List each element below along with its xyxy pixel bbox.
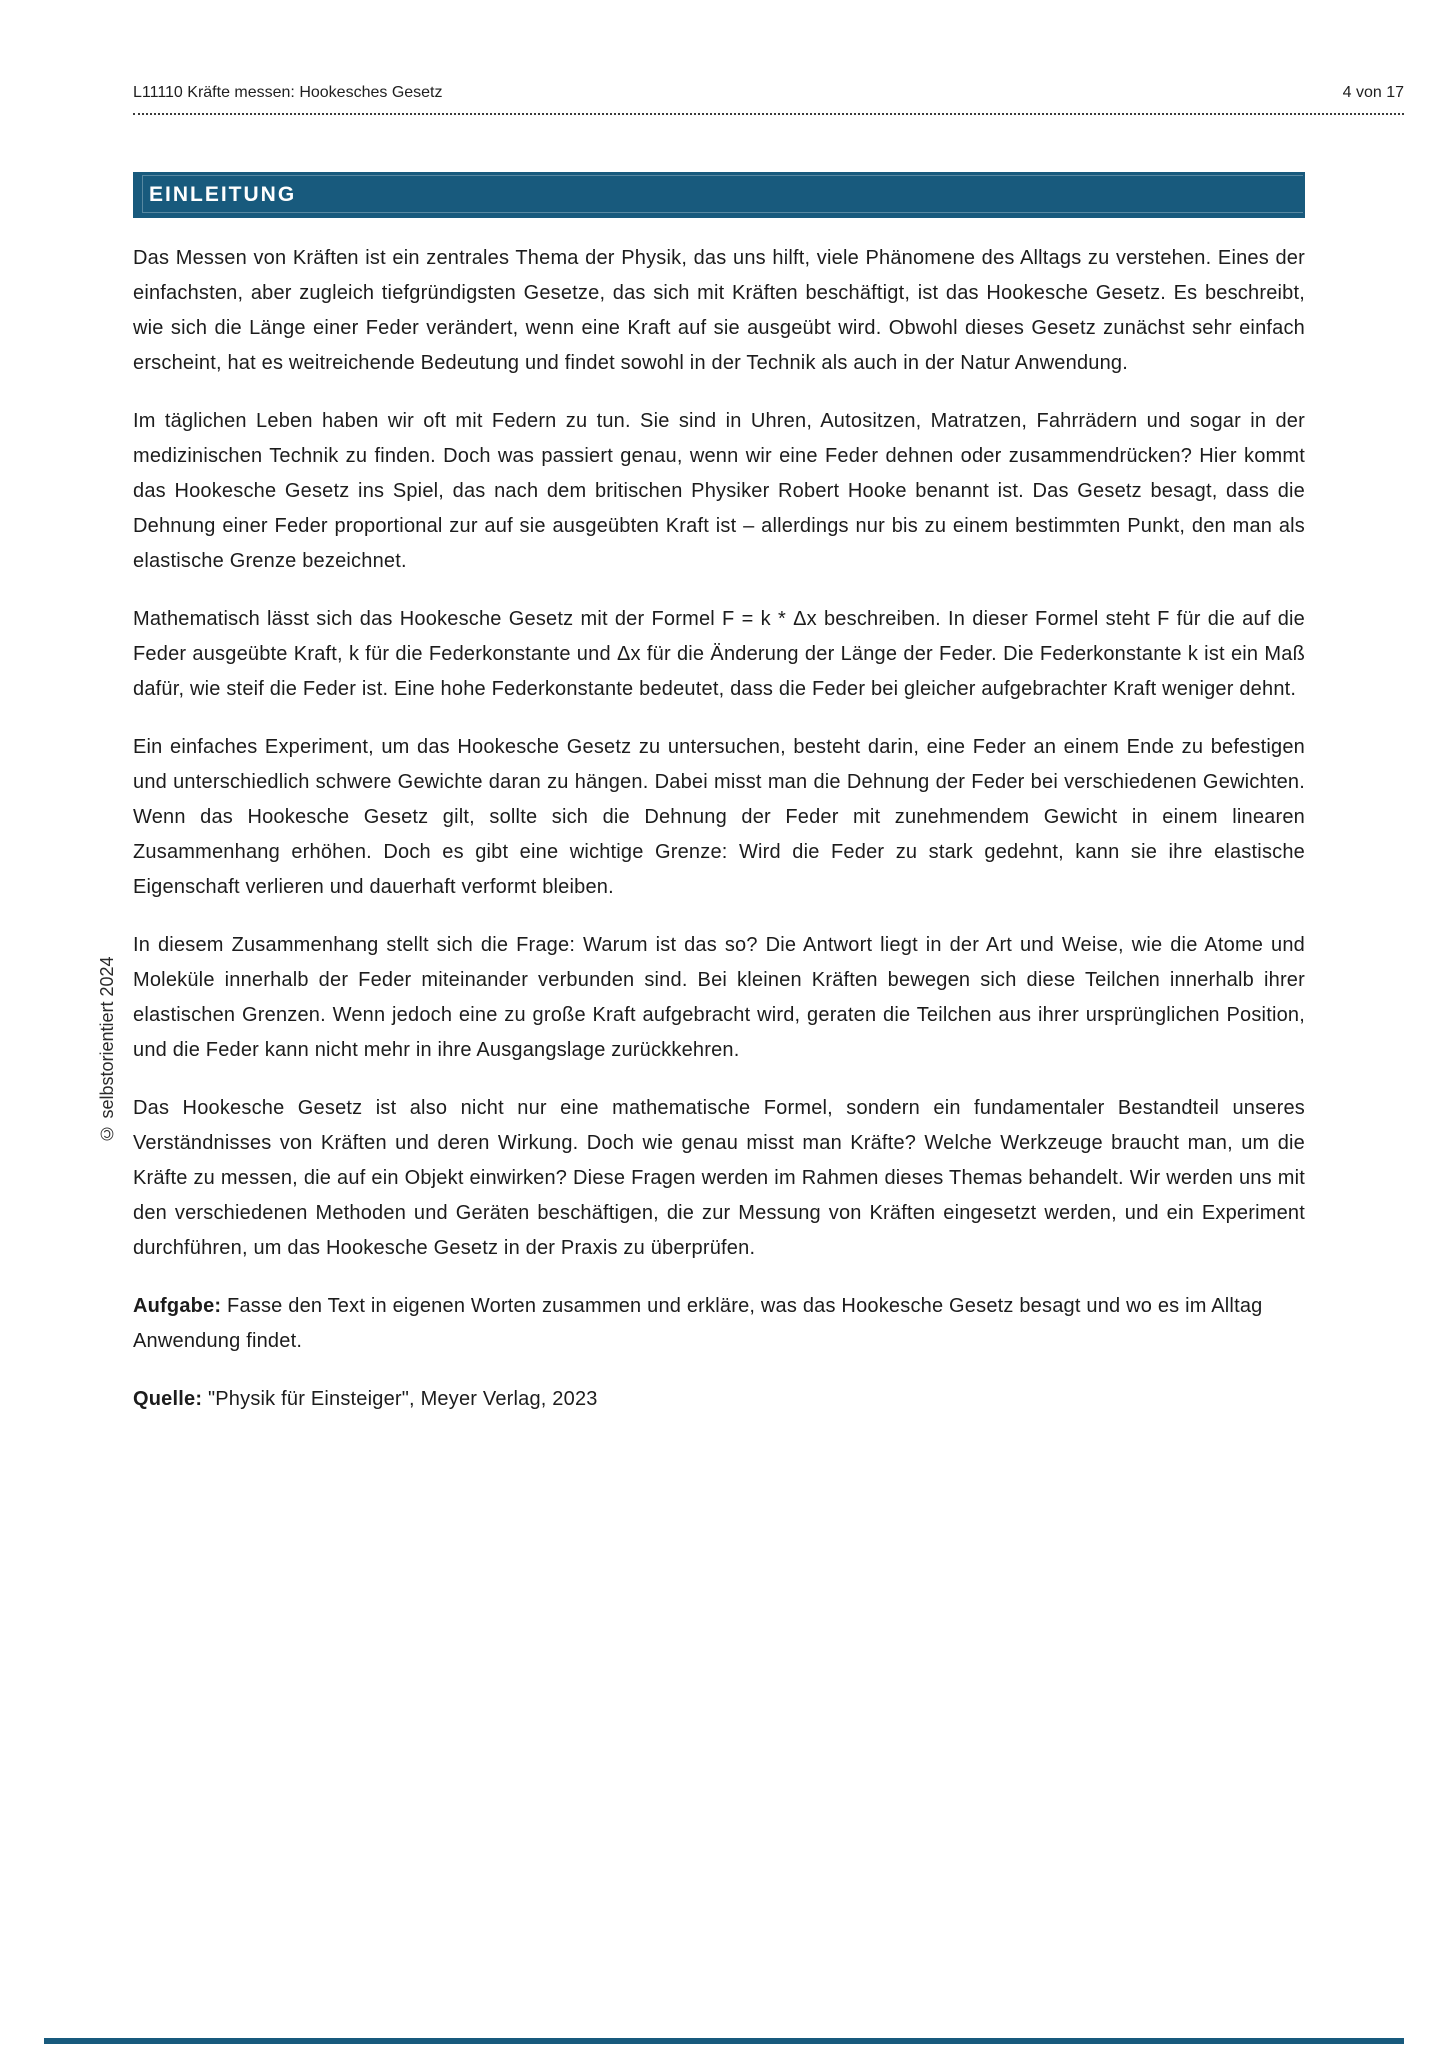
source-paragraph bbox=[133, 1382, 1305, 1417]
paragraph-experiment: Ein einfaches Experiment, um das Hookesche Gesetz zu untersuchen, besteht darin, eine Feder an einem Ende zu befestigen und unterschiedlich schwere Gewichte daran zu hängen. Dabei misst man die Dehnung der Feder bei verschiedenen Gewichten. Wenn das Hookesche Gesetz gilt, sollte sich die Dehnung der Feder mit zunehmendem Gewicht in einem linearen Zusammenhang erhöhen. Doch es gibt eine wichtige Grenze: Wird die Feder zu stark gedehnt, kann sie ihre elastische Eigenschaft verlieren und dauerhaft verformt bleiben. bbox=[133, 736, 1305, 898]
paragraph-formula: Mathematisch lässt sich das Hookesche Gesetz mit der Formel F = k * Δx beschreiben. In dieser Formel steht F für die auf die Feder ausgeübte Kraft, k für die Federkonstante und Δx für die Änderung der Länge der Feder. Die Federkonstante k ist ein Maß dafür, wie steif die Feder ist. Eine hohe Federkonstante bedeutet, dass die Feder bei gleicher aufgebrachter Kraft weniger dehnt. bbox=[133, 608, 1305, 700]
section-header-einleitung bbox=[133, 172, 1305, 218]
copyright-note: © selbstorientiert 2024 bbox=[97, 956, 117, 1144]
page-number: 4 von 17 bbox=[1342, 84, 1404, 101]
footer-rule bbox=[44, 2038, 1404, 2044]
paragraph-everyday-springs: Im täglichen Leben haben wir oft mit Federn zu tun. Sie sind in Uhren, Autositzen, Matratzen, Fahrrädern und sogar in der medizinischen Technik zu finden. Doch was passiert genau, wenn wir eine Feder dehnen oder zusammendrücken? Hier kommt das Hookesche Gesetz ins Spiel, das nach dem britischen Physiker Robert Hooke benannt ist. Das Gesetz besagt, dass die Dehnung einer Feder proportional zur auf sie ausgeübten Kraft ist – allerdings nur bis zu einem bestimmten Punkt, den man als elastische Grenze bezeichnet. bbox=[133, 410, 1305, 572]
source-label: Quelle: bbox=[133, 1388, 203, 1410]
paragraph-conclusion: Das Hookesche Gesetz ist also nicht nur eine mathematische Formel, sondern ein fundamentaler Bestandteil unseres Verständnisses von Kräften und deren Wirkung. Doch wie genau misst man Kräfte? Welche Werkzeuge braucht man, um die Kräfte zu messen, die auf ein Objekt einwirken? Diese Fragen werden im Rahmen dieses Themas behandelt. Wir werden uns mit den verschiedenen Methoden und Geräten beschäftigen, die zur Messung von Kräften eingesetzt werden, und ein Experiment durchführen, um das Hookesche Gesetz in der Praxis zu überprüfen. bbox=[133, 1097, 1305, 1259]
paragraph-why: In diesem Zusammenhang stellt sich die Frage: Warum ist das so? Die Antwort liegt in der Art und Weise, wie die Atome und Moleküle innerhalb der Feder miteinander verbunden sind. Bei kleinen Kräften bewegen sich diese Teilchen innerhalb ihrer elastischen Grenzen. Wenn jedoch eine zu große Kraft aufgebracht wird, geraten die Teilchen aus ihrer ursprünglichen Position, und die Feder kann nicht mehr in ihre Ausgangslage zurückkehren. bbox=[133, 934, 1305, 1061]
running-header bbox=[133, 0, 1404, 115]
task-paragraph bbox=[133, 1289, 1305, 1359]
source-text: "Physik für Einsteiger", Meyer Verlag, 2023 bbox=[202, 1388, 598, 1410]
section-title: EINLEITUNG bbox=[149, 183, 297, 206]
task-text: Fasse den Text in eigenen Worten zusammen und erkläre, was das Hookesche Gesetz besagt und wo es im Alltag Anwendung findet. bbox=[133, 1295, 1263, 1352]
paragraph-intro: Das Messen von Kräften ist ein zentrales Thema der Physik, das uns hilft, viele Phänomene des Alltags zu verstehen. Eines der einfachsten, aber zugleich tiefgründigsten Gesetze, das sich mit Kräften beschäftigt, ist das Hookesche Gesetz. Es beschreibt, wie sich die Länge einer Feder verändert, wenn eine Kraft auf sie ausgeübt wird. Obwohl dieses Gesetz zunächst sehr einfach erscheint, hat es weitreichende Bedeutung und findet sowohl in der Technik als auch in der Natur Anwendung. bbox=[133, 247, 1305, 374]
header-course-title: L11110 Kräfte messen: Hookesches Gesetz bbox=[133, 84, 443, 101]
content-column bbox=[133, 120, 1305, 1417]
task-label: Aufgabe: bbox=[133, 1295, 222, 1317]
